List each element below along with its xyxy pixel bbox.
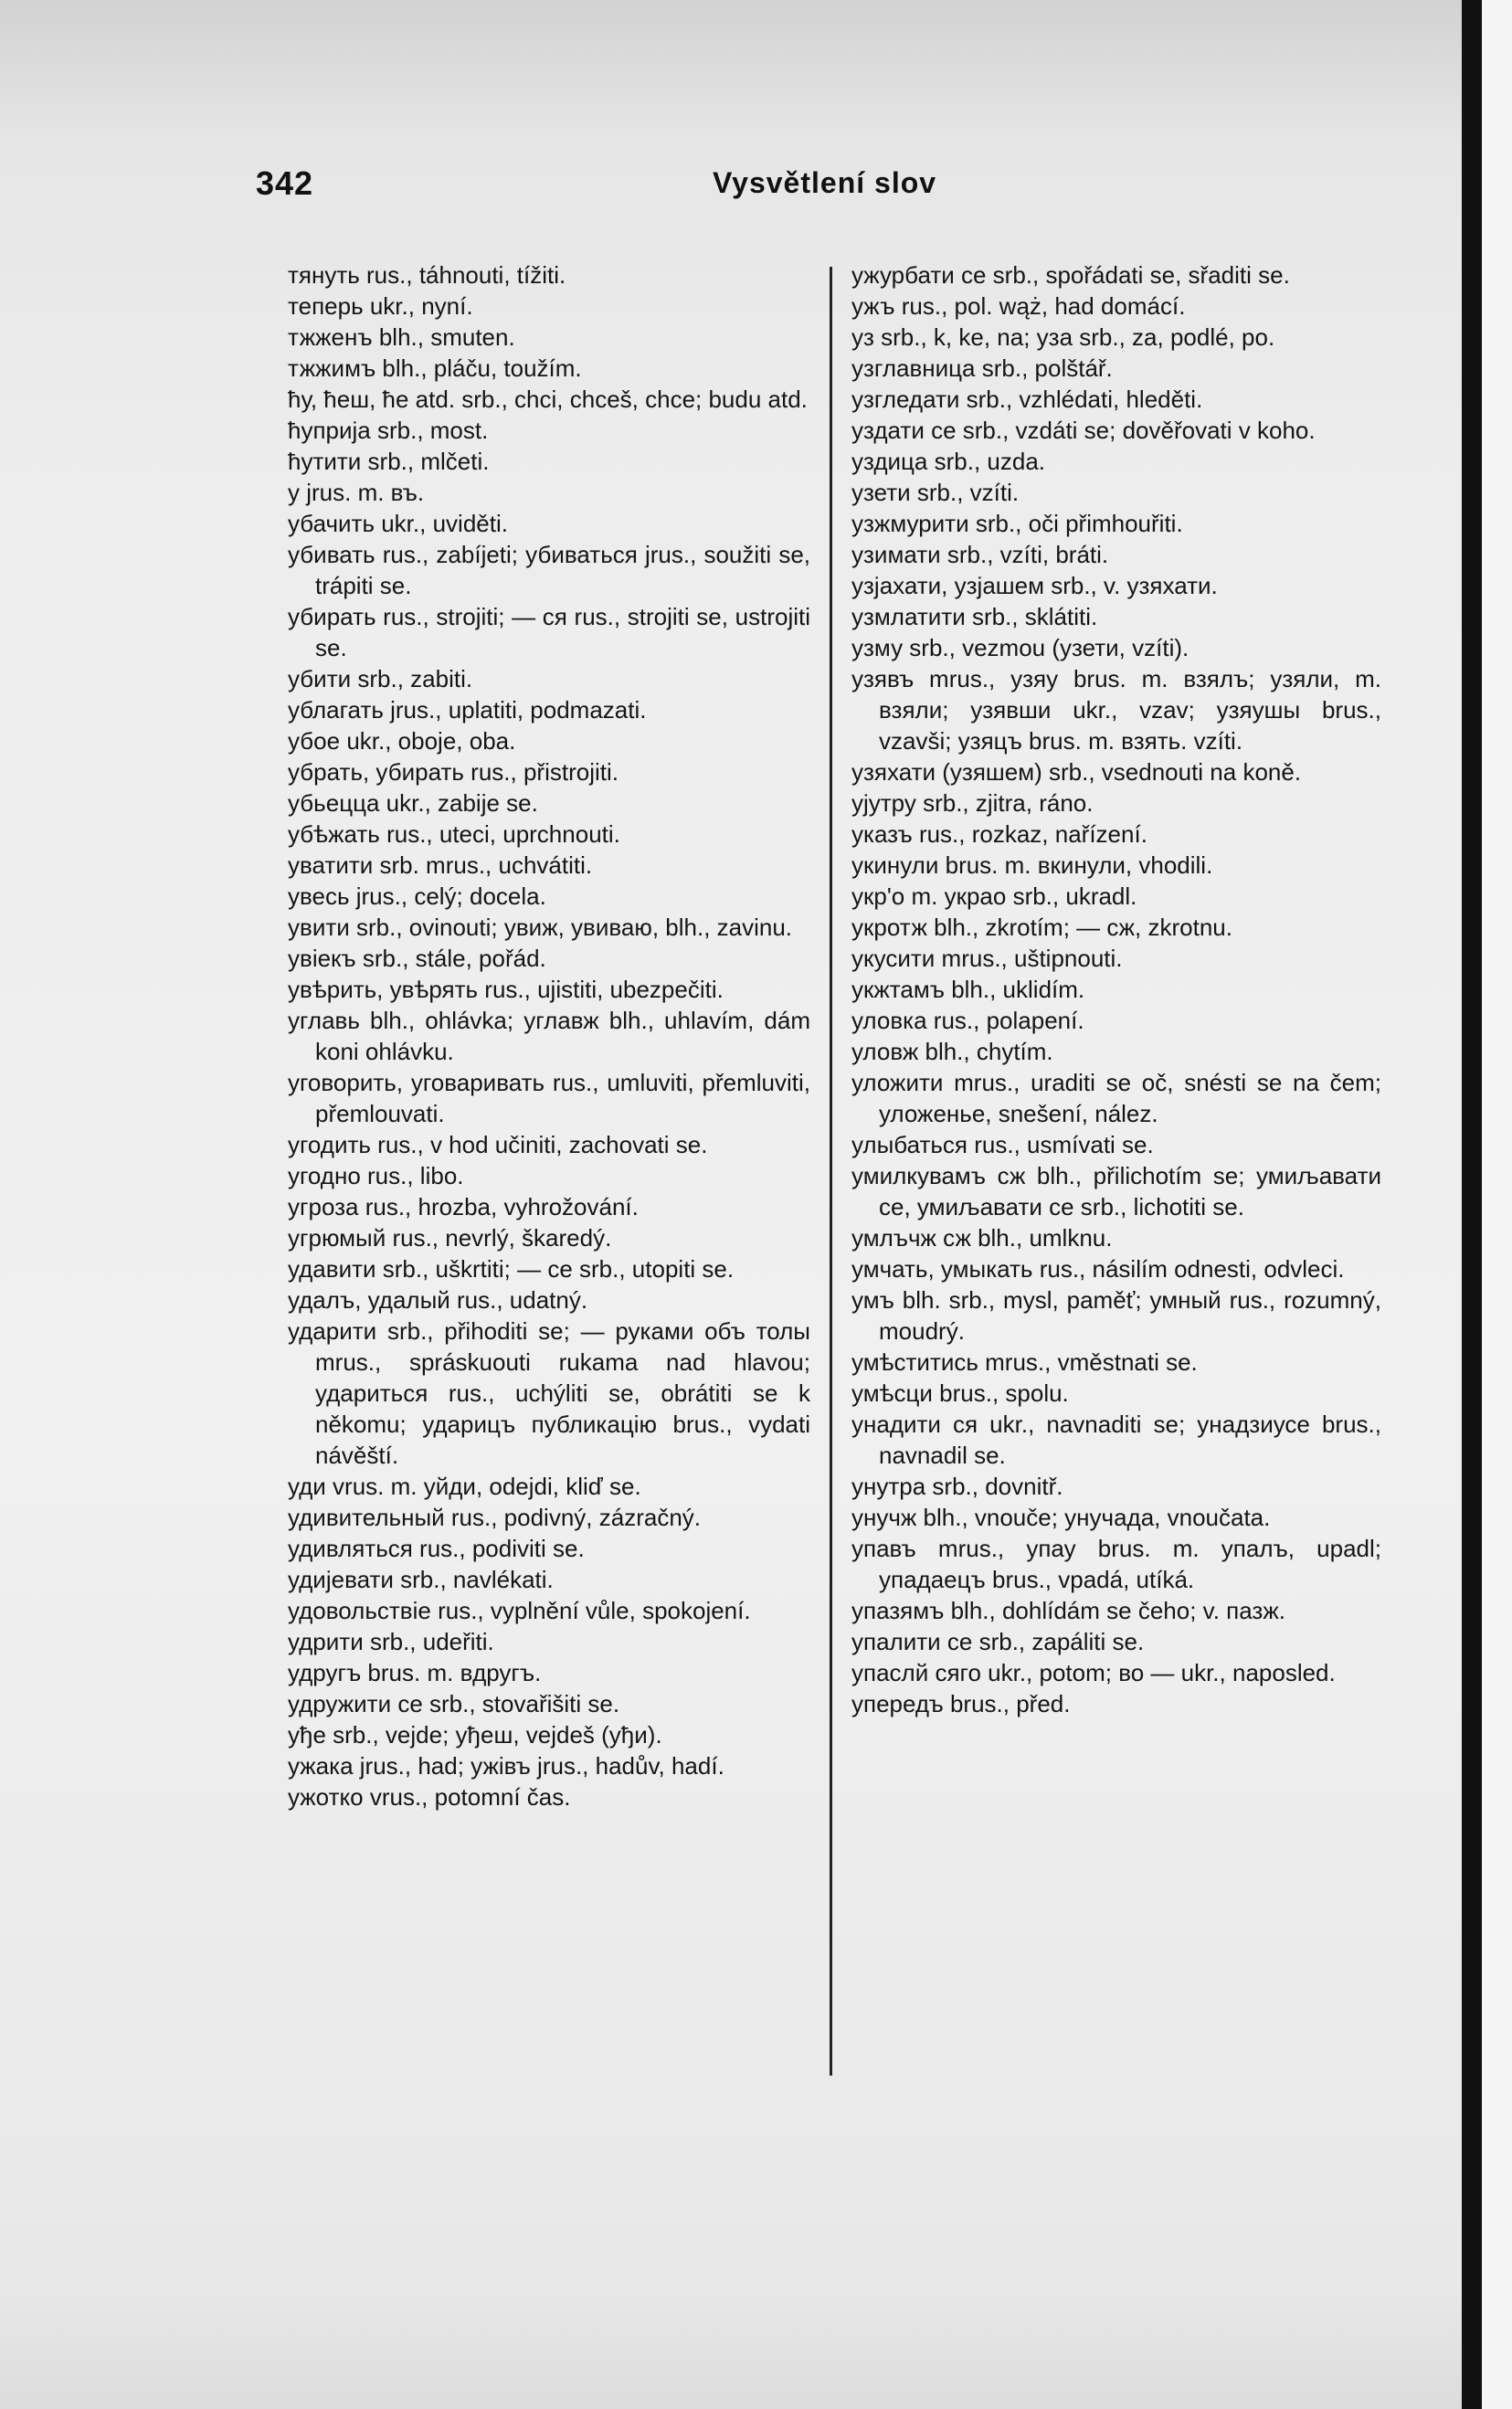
dictionary-entry: убачить ukr., uviděti. — [288, 510, 508, 537]
dictionary-entry: уз srb., k, ke, na; уза srb., za, podlé, po. — [851, 323, 1275, 351]
dictionary-entry: ударити srb., přihoditi se; — руками объ толы mrus., spráskuouti rukama nad hlavou; удариться rus., uchýliti se, obrátiti se k někomu; ударицъ публикацію brus., vydati návěští. — [288, 1317, 810, 1469]
dictionary-entry: уловж blh., chytím. — [851, 1038, 1053, 1065]
dictionary-entry: умѣститись mrus., vměstnati se. — [851, 1348, 1198, 1376]
dictionary-entry: ужъ rus., pol. wąż, had domácí. — [851, 292, 1186, 320]
dictionary-entry: у jrus. m. въ. — [288, 479, 425, 506]
dictionary-entry: умъ blh. srb., mysl, paměť; умный rus., rozumný, moudrý. — [851, 1286, 1381, 1345]
dictionary-entry: уватити srb. mrus., uchvátiti. — [288, 851, 593, 879]
dictionary-entry: узму srb., vezmou (узети, vzíti). — [851, 634, 1190, 661]
dictionary-entry: удружити се srb., stovařišiti se. — [288, 1690, 620, 1717]
dictionary-entry: угроза rus., hrozba, vyhrožování. — [288, 1193, 639, 1220]
dictionary-entry: удалъ, удалый rus., udatný. — [288, 1286, 588, 1314]
dictionary-entry: умѣсци brus., spolu. — [851, 1379, 1069, 1407]
dictionary-entry: уздати се srb., vzdáti se; dověřovati v koho. — [851, 417, 1316, 444]
dictionary-entry: убирать rus., strojiti; — ся rus., strojiti se, ustrojiti se. — [288, 603, 810, 661]
dictionary-entry: узжмурити srb., oči přimhouřiti. — [851, 510, 1183, 537]
dictionary-entry: умчать, умыкать rus., násilím odnesti, odvleci. — [851, 1255, 1345, 1283]
dictionary-entry: ћуприја srb., most. — [288, 417, 489, 444]
column-divider — [830, 267, 832, 2076]
dictionary-entry: укр'о m. украо srb., ukradl. — [851, 882, 1137, 910]
dictionary-entry: укротж blh., zkrotím; — сж, zkrotnu. — [851, 914, 1232, 941]
scan-edge-margin — [1482, 0, 1512, 2409]
scan-edge — [1462, 0, 1512, 2409]
dictionary-entry: убьецца ukr., zabije se. — [288, 789, 538, 817]
dictionary-entry: удавити srb., uškrtiti; — се srb., utopiti se. — [288, 1255, 735, 1283]
dictionary-entry: улыбаться rus., usmívati se. — [851, 1131, 1154, 1158]
dictionary-entry: тжжимъ blh., pláču, toužím. — [288, 354, 582, 382]
dictionary-entry: упазямъ blh., dohlídám se čeho; v. пазж. — [851, 1597, 1285, 1624]
dictionary-entry: упередъ brus., před. — [851, 1690, 1071, 1717]
dictionary-entry: ужурбати се srb., spořádati se, sřaditi se. — [851, 261, 1290, 289]
dictionary-entry: узети srb., vzíti. — [851, 479, 1020, 506]
dictionary-entry: увiекъ srb., stále, pořád. — [288, 945, 546, 972]
dictionary-entry: ужака jrus., had; ужiвъ jrus., hadův, hadí. — [288, 1752, 724, 1780]
dictionary-entry: упавъ mrus., упау brus. m. упалъ, upadl; упадаецъ brus., vpadá, utíká. — [851, 1535, 1381, 1593]
dictionary-entry: ублагать jrus., uplatiti, podmazati. — [288, 696, 647, 724]
dictionary-entry: узимати srb., vzíti, bráti. — [851, 541, 1109, 568]
dictionary-entry: удрити srb., udeřiti. — [288, 1628, 494, 1655]
dictionary-entry: удијевати srb., navlékati. — [288, 1566, 554, 1593]
dictionary-entry: узгледати srb., vzhlédati, hleděti. — [851, 386, 1203, 413]
dictionary-entry: умлъчж сж blh., umlknu. — [851, 1224, 1113, 1252]
dictionary-entry: удругъ brus. m. вдругъ. — [288, 1659, 542, 1686]
dictionary-entry: теперь ukr., nyní. — [288, 292, 473, 320]
dictionary-entry: уловка rus., polapení. — [851, 1007, 1084, 1034]
dictionary-entry: удивляться rus., podiviti se. — [288, 1535, 585, 1562]
dictionary-entry: убити srb., zabiti. — [288, 665, 473, 692]
dictionary-entry: умилкувамъ сж blh., přilichotím se; умиљавати се, умиљавати се srb., lichotiti se. — [851, 1162, 1381, 1220]
dictionary-entry: уложити mrus., uraditi se oč, snésti se na čem; уложенье, snešení, nález. — [851, 1069, 1381, 1127]
dictionary-entry: тжженъ blh., smuten. — [288, 323, 515, 351]
dictionary-entry: уђе srb., vejde; уђеш, vejdeš (уђи). — [288, 1721, 662, 1749]
dictionary-entry: удивительный rus., podivný, zázračný. — [288, 1504, 702, 1531]
running-head: Vysvětlení slov — [713, 166, 937, 199]
dictionary-entry: увесь jrus., celý; docela. — [288, 882, 546, 910]
dictionary-entry: унучж blh., vnouče; унучада, vnoučata. — [851, 1504, 1271, 1531]
dictionary-entry: узјахати, узјашем srb., v. узяхати. — [851, 572, 1218, 599]
dictionary-entry: угодить rus., v hod učiniti, zachovati se. — [288, 1131, 708, 1158]
right-column — [851, 259, 1381, 1719]
dictionary-entry: узмлатити srb., sklátiti. — [851, 603, 1098, 630]
dictionary-entry: укинули brus. m. вкинули, vhodili. — [851, 851, 1213, 879]
dictionary-entry: тянуть rus., táhnouti, tížiti. — [288, 261, 566, 289]
dictionary-entry: увѣрить, увѣрять rus., ujistiti, ubezpečiti. — [288, 976, 724, 1003]
dictionary-entry: ужотко vrus., potomní čas. — [288, 1783, 571, 1811]
dictionary-entry: ујутру srb., zjitra, ráno. — [851, 789, 1094, 817]
page-number: 342 — [256, 164, 314, 202]
dictionary-entry: уговорить, уговаривать rus., umluviti, přemluviti, přemlouvati. — [288, 1069, 810, 1127]
left-column — [288, 259, 810, 1812]
dictionary-entry: укусити mrus., uštipnouti. — [851, 945, 1123, 972]
dictionary-entry: упалити се srb., zapáliti se. — [851, 1628, 1145, 1655]
dictionary-entry: удовольствiе rus., vyplnění vůle, spokojení. — [288, 1597, 751, 1624]
dictionary-entry: указъ rus., rozkaz, nařízení. — [851, 820, 1147, 848]
dictionary-entry: унадити ся ukr., navnaditi se; унадзиусе brus., navnadil se. — [851, 1411, 1381, 1469]
dictionary-entry: убѣжать rus., uteci, uprchnouti. — [288, 820, 620, 848]
page-header — [256, 164, 1279, 219]
dictionary-entry: убивать rus., zabíjeti; убиваться jrus., soužiti se, trápiti se. — [288, 541, 810, 599]
dictionary-entry: уздица srb., uzda. — [851, 448, 1046, 475]
dictionary-entry: уди vrus. m. уйди, odejdi, kliď se. — [288, 1473, 641, 1500]
dictionary-entry: упаслй сяго ukr., potom; во — ukr., naposled. — [851, 1659, 1336, 1686]
dictionary-entry: узявъ mrus., узяу brus. m. взялъ; узяли, m. взяли; узявши ukr., vzav; узяушы brus., vzavši; узяцъ brus. m. взять. vzíti. — [851, 665, 1381, 755]
dictionary-entry: угодно rus., libo. — [288, 1162, 464, 1189]
dictionary-entry: ћу, ћеш, ће atd. srb., chci, chceš, chce; budu atd. — [288, 386, 808, 413]
dictionary-entry: унутра srb., dovnitř. — [851, 1473, 1063, 1500]
dictionary-entry: углавь blh., ohlávka; углавж blh., uhlavím, dám koni ohlávku. — [288, 1007, 810, 1065]
dictionary-entry: угрюмый rus., nevrlý, škaredý. — [288, 1224, 612, 1252]
dictionary-entry: увити srb., ovinouti; увиж, увиваю, blh., zavinu. — [288, 914, 793, 941]
dictionary-entry: узяхати (узяшем) srb., vsednouti na koně. — [851, 758, 1302, 786]
dictionary-entry: ћутити srb., mlčeti. — [288, 448, 490, 475]
dictionary-entry: укжтамъ blh., uklidím. — [851, 976, 1085, 1003]
dictionary-entry: убое ukr., oboje, oba. — [288, 727, 516, 755]
dictionary-entry: узглавница srb., polštář. — [851, 354, 1113, 382]
dictionary-entry: убрать, убирать rus., přistrojiti. — [288, 758, 619, 786]
